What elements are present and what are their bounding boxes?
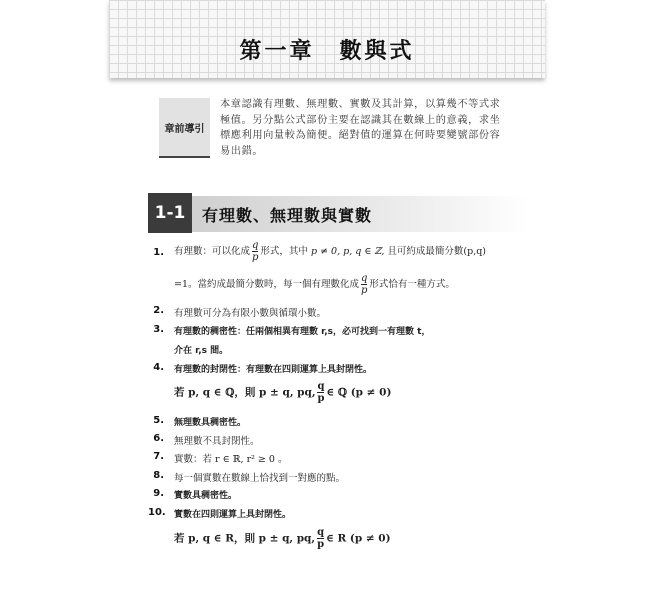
item-text: 形式恰有一種方式。	[369, 279, 455, 290]
list-item: 實數：若 r ∈ ℝ, r² ≥ 0 。	[174, 454, 288, 465]
item-number: 1.	[153, 247, 164, 258]
guide-line: 本章認識有理數、無理數、實數及其計算，以算幾不等式求	[220, 99, 501, 110]
item-number: 10.	[148, 507, 166, 518]
guide-text	[220, 97, 502, 159]
item-text: 且可約成最簡分數(p,q)	[387, 246, 487, 257]
item-text: =1。當約成最簡分數時，每一個有理數化成	[174, 279, 360, 290]
item-text: 形式，其中	[260, 246, 308, 257]
item-text: 有理數：可以化成	[174, 246, 251, 257]
list-item: 有理數可分為有限小數與循環小數。	[174, 308, 327, 319]
list-item: 有理數的封閉性：有理數在四則運算上具封閉性。	[174, 365, 373, 375]
list-item: 實數具稠密性。	[174, 491, 238, 501]
list-item	[174, 240, 486, 263]
list-item: 每一個實數在數線上恰找到一對應的點。	[174, 473, 346, 484]
item-number: 8.	[153, 470, 164, 481]
guide-line: 標應利用向量較為簡便。絕對值的運算在何時要變號部份容	[220, 130, 501, 141]
formula-text: 若 p, q ∈ ℚ，則 p ± q, pq,	[174, 386, 316, 399]
fraction-q-over-p: $\frac{q}{p}$	[317, 527, 325, 550]
formula-text: 若 p, q ∈ R，則 p ± q, pq,	[174, 532, 316, 545]
formula	[174, 381, 391, 404]
list-item: 無理數不具封閉性。	[174, 436, 260, 447]
guide-line: 極值。另分點公式部份主要在認識其在數線上的意義，求坐	[220, 114, 501, 126]
fraction-q-over-p: $\frac{q}{p}$	[361, 273, 368, 296]
item-number: 2.	[153, 305, 164, 316]
list-item: 實數在四則運算上具封閉性。	[174, 510, 292, 520]
formula-text: ∈ ℚ (p ≠ 0)	[326, 386, 392, 399]
section-title: 有理數、無理數與實數	[202, 206, 373, 225]
item-number: 3.	[153, 324, 164, 335]
item-number: 7.	[153, 451, 164, 462]
guide-label: 章前導引	[159, 98, 210, 158]
list-item: 有理數的稠密性：任兩個相異有理數 r,s，必可找到一有理數 t，	[174, 327, 431, 337]
list-item: 無理數具稠密性。	[174, 418, 247, 428]
list-item-continuation: 介在 r,s 間。	[174, 346, 229, 356]
fraction-q-over-p: $\frac{q}{p}$	[317, 381, 325, 404]
chapter-title: 第一章 數與式	[239, 39, 415, 64]
formula	[174, 527, 391, 550]
item-number: 6.	[153, 433, 164, 444]
section-number: 1-1	[148, 193, 192, 233]
item-number: 4.	[153, 362, 164, 373]
item-number: 9.	[153, 488, 164, 499]
formula-text: ∈ R (p ≠ 0)	[326, 532, 391, 545]
item-number: 5.	[153, 415, 164, 426]
list-item-continuation	[174, 273, 455, 296]
guide-line: 易出錯。	[220, 145, 264, 157]
chapter-header	[109, 0, 545, 78]
item-math: p ≠ 0, p, q ∈ ℤ,	[310, 246, 385, 257]
fraction-q-over-p: $\frac{q}{p}$	[252, 240, 259, 263]
